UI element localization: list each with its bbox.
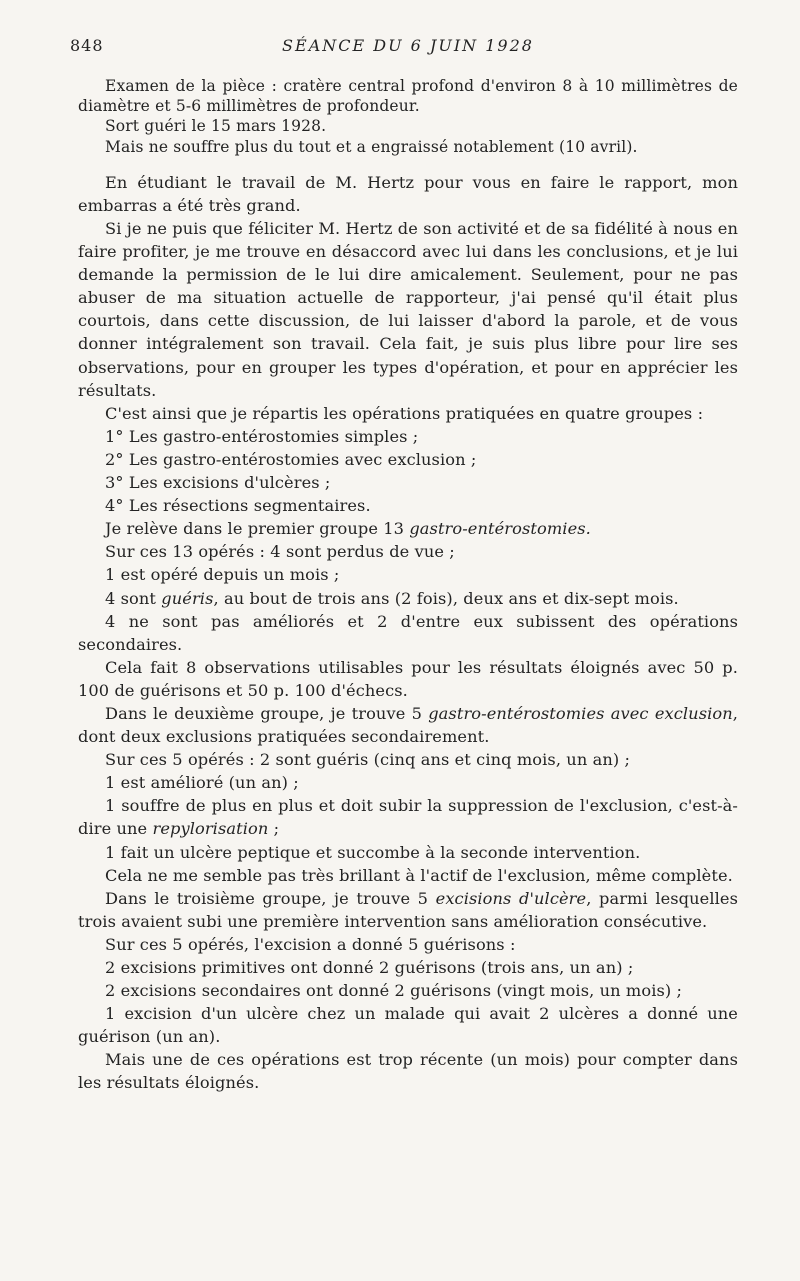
paragraph: 1 est opéré depuis un mois ; (105, 565, 340, 585)
paragraph (78, 794, 738, 840)
italic-term: excisions d'ulcère (435, 888, 587, 908)
text-run: , dont deux exclusions pratiquées secondairement. (78, 703, 738, 747)
paragraph (78, 587, 738, 610)
text-run: Je relève dans le premier groupe 13 (105, 519, 410, 539)
italic-term: repylorisation (152, 819, 269, 839)
italic-term: gastro-entérostomies avec exclusion (428, 703, 733, 723)
paragraph: Sur ces 5 opérés, l'excision a donné 5 guérisons : (105, 934, 516, 954)
running-title: SÉANCE DU 6 JUIN 1928 (282, 36, 534, 55)
case-note: Sort guéri le 15 mars 1928. (105, 117, 327, 136)
paragraph: 1 excision d'un ulcère chez un malade qui avait 2 ulcères a donné une guérison (un an). (78, 1004, 738, 1047)
paragraph (78, 702, 738, 748)
group-list-item: 2° Les gastro-entérostomies avec exclusion ; (105, 449, 477, 469)
paragraph: 2 excisions primitives ont donné 2 guérisons (trois ans, un an) ; (105, 958, 634, 977)
text-run: , parmi lesquelles trois avaient subi une première intervention sans amélioration consécutive. (78, 888, 738, 931)
paragraph: 4 ne sont pas améliorés et 2 d'entre eux subissent des opérations secondaires. (78, 611, 738, 654)
paragraph: Cela fait 8 observations utilisables pour les résultats éloignés avec 50 p. 100 de guérisons et 50 p. 100 d'échecs. (78, 657, 738, 700)
paragraph: 1 fait un ulcère peptique et succombe à la seconde intervention. (105, 842, 641, 862)
main-text (78, 171, 738, 1095)
book-page (70, 36, 738, 1095)
group-list-item: 1° Les gastro-entérostomies simples ; (105, 426, 419, 446)
paragraph: Mais une de ces opérations est trop récente (un mois) pour compter dans les résultats éloignés. (78, 1050, 738, 1093)
paragraph (78, 887, 738, 933)
group-list-item: 4° Les résections segmentaires. (105, 496, 371, 516)
page-number: 848 (70, 36, 104, 55)
paragraph: Sur ces 13 opérés : 4 sont perdus de vue ; (105, 542, 455, 562)
italic-term: guéris (161, 588, 214, 608)
paragraph: Cela ne me semble pas très brillant à l'actif de l'exclusion, même complète. (105, 865, 733, 885)
paragraph: C'est ainsi que je répartis les opérations pratiquées en quatre groupes : (105, 403, 704, 423)
text-run: Dans le deuxième groupe, je trouve 5 (105, 703, 429, 723)
paragraph (78, 517, 738, 540)
page-header (70, 36, 738, 60)
italic-term: gastro-entérostomies. (409, 519, 591, 539)
paragraph: Si je ne puis que féliciter M. Hertz de son activité et de sa fidélité à nous en faire profiter, je me trouve en désaccord avec lui dans les conclusions, et je lui demande la permission de le lui dire amicalement. Seulement, pour ne pas abuser de ma situation actuelle de rapporteur, j'ai pensé qu'il était plus courtois, dans cette discussion, de lui laisser d'abord la parole, et de vous donner intégralement son travail. Cela fait, je suis plus libre pour lire ses observations, pour en grouper les types d'opération, et pour en apprécier les résultats. (78, 219, 738, 400)
case-note: Mais ne souffre plus du tout et a engraissé notablement (10 avril). (105, 137, 638, 156)
paragraph: En étudiant le travail de M. Hertz pour vous en faire le rapport, mon embarras a été très grand. (78, 172, 738, 215)
case-note: Examen de la pièce : cratère central profond d'environ 8 à 10 millimètres de diamètre et 5-6 millimètres de profondeur. (78, 77, 738, 116)
text-run: ; (268, 819, 280, 839)
group-list-item: 3° Les excisions d'ulcères ; (105, 473, 331, 493)
paragraph: Sur ces 5 opérés : 2 sont guéris (cinq ans et cinq mois, un an) ; (105, 750, 631, 770)
text-run: Dans le troisième groupe, je trouve 5 (105, 888, 436, 908)
case-notes (78, 76, 738, 157)
paragraph: 2 excisions secondaires ont donné 2 guérisons (vingt mois, un mois) ; (105, 981, 683, 1001)
text-run: 4 sont (105, 588, 162, 608)
text-run: 1 souffre de plus en plus et doit subir la suppression de l'exclusion, c'est-à-dire une (78, 796, 738, 839)
text-run: , au bout de trois ans (2 fois), deux ans et dix-sept mois. (213, 588, 679, 608)
paragraph: 1 est amélioré (un an) ; (105, 773, 299, 793)
